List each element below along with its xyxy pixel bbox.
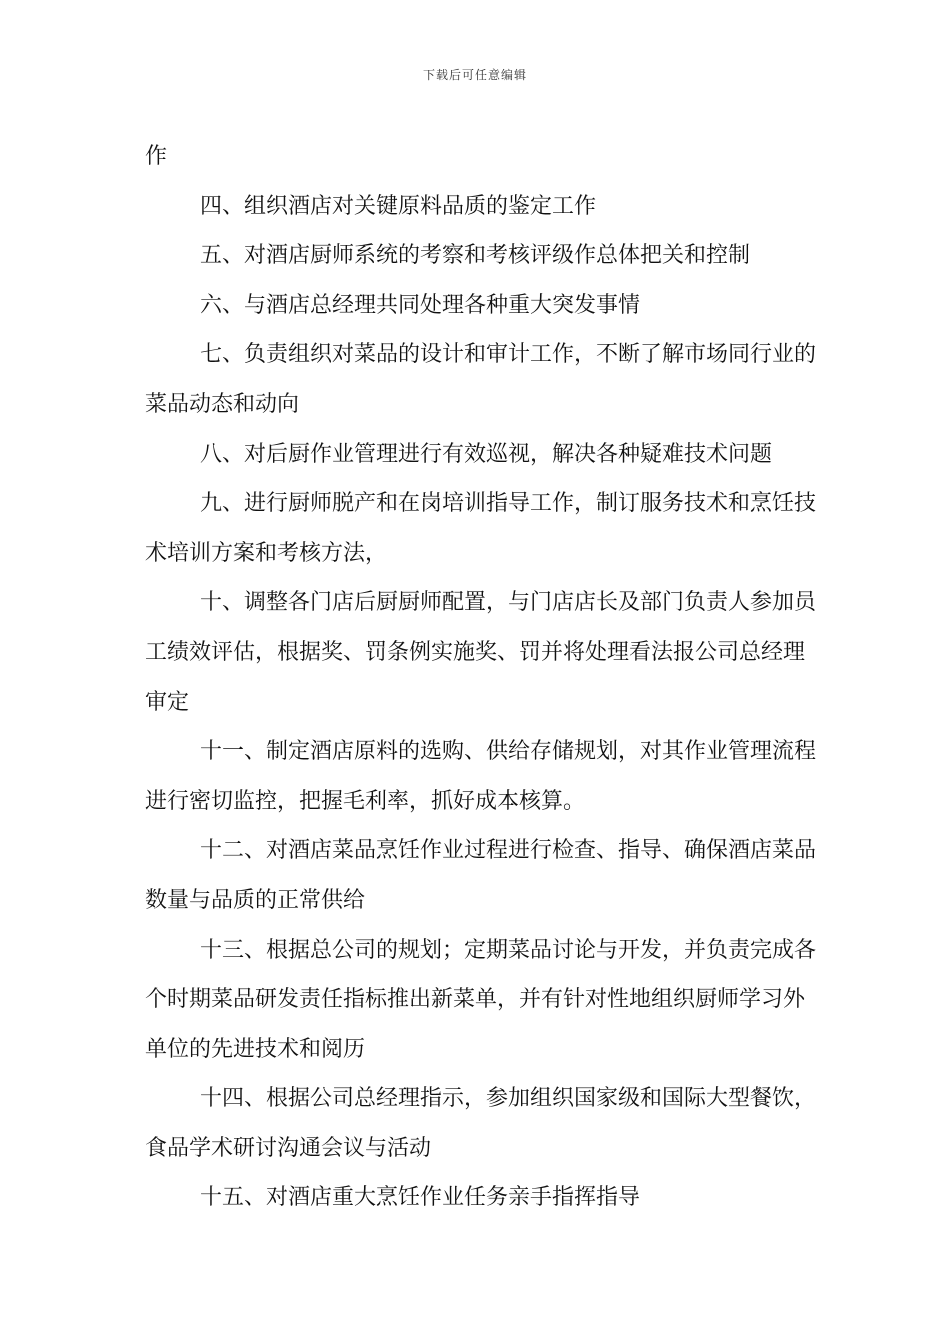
- paragraph-item-9: 九、进行厨师脱产和在岗培训指导工作，制订服务技术和烹饪技术培训方案和考核方法，: [145, 491, 817, 566]
- page-header: 下载后可任意编辑: [422, 68, 527, 82]
- paragraph-item-15: 十五、对酒店重大烹饪作业任务亲手指挥指导: [200, 1185, 641, 1211]
- paragraph-item-14: 十四、根据公司总经理指示，参加组织国家级和国际大型餐饮，食品学术研讨沟通会议与活动: [145, 1086, 817, 1161]
- paragraph-item-13: 十三、根据总公司的规划；定期菜品讨论与开发，并负责完成各个时期菜品研发责任指标推出新菜单，并有针对性地组织厨师学习外单位的先进技术和阅历: [145, 937, 817, 1062]
- document-body: [145, 132, 820, 1223]
- paragraph-item-10: 十、调整各门店后厨厨师配置，与门店店长及部门负责人参加员工绩效评估，根据奖、罚条例实施奖、罚并将处理看法报公司总经理审定: [145, 590, 817, 715]
- paragraph-item-8: 八、对后厨作业管理进行有效巡视，解决各种疑难技术问题: [200, 441, 773, 467]
- paragraph-item-5: 五、对酒店厨师系统的考察和考核评级作总体把关和控制: [200, 243, 751, 269]
- paragraph-item-11: 十一、制定酒店原料的选购、供给存储规划，对其作业管理流程进行密切监控，把握毛利率，抓好成本核算。: [145, 739, 817, 814]
- paragraph-item-12: 十二、对酒店菜品烹饪作业过程进行检查、指导、确保酒店菜品数量与品质的正常供给: [145, 838, 817, 913]
- paragraph-item-4: 四、组织酒店对关键原料品质的鉴定工作: [200, 193, 597, 219]
- paragraph-item-6: 六、与酒店总经理共同处理各种重大突发事情: [200, 292, 641, 318]
- paragraph-continuation: 作: [145, 144, 168, 169]
- paragraph-item-7: 七、负责组织对菜品的设计和审计工作，不断了解市场同行业的菜品动态和动向: [145, 342, 817, 417]
